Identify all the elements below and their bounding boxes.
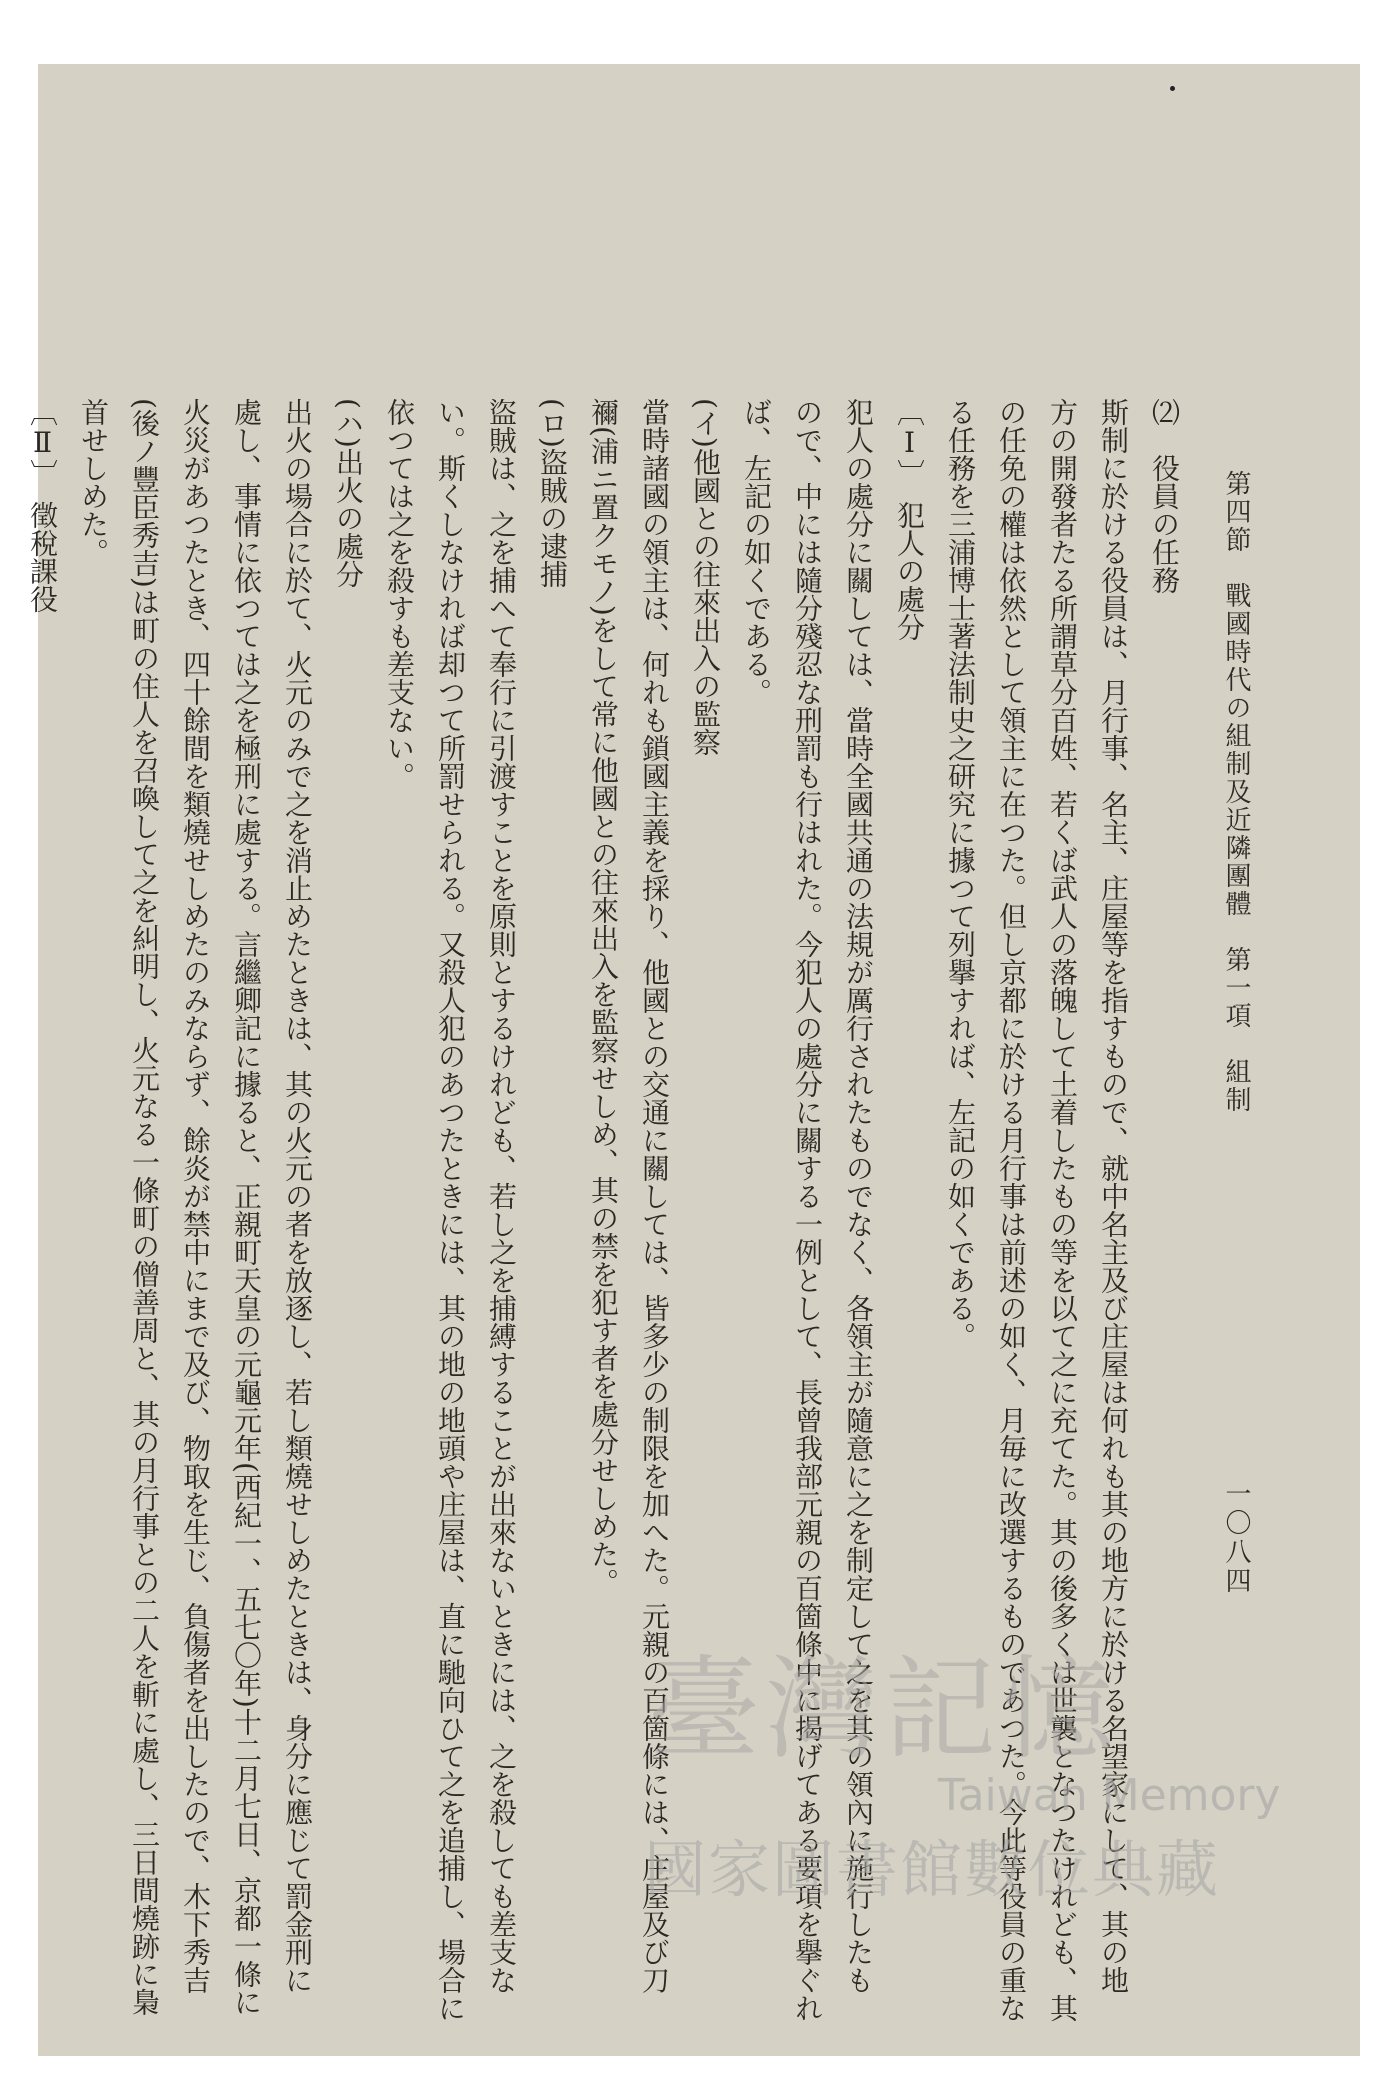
watermark-english: Taiwan Memory [938,1770,1281,1821]
text-column: (ハ)出火の處分 [332,398,365,588]
speck-mark [1170,86,1175,91]
watermark-logo-text: 臺灣記憶 [648,1645,1120,1775]
text-column: 處し、事情に依つては之を極刑に處する。言繼卿記に據ると、正親町天皇の元龜元年(西紀一、五七〇年)十二月七日、京都一條に [230,398,263,2016]
text-column: 〔Ⅰ〕 犯人の處分 [893,398,926,641]
text-column: ので、中には隨分殘忍な刑罰も行はれた。今犯人の處分に關する一例として、長曾我部元親の百箇條中に揭げてある要項を擧ぐれ [791,398,824,2022]
text-column: ⑵ 役員の任務 [1148,398,1181,594]
text-column: 出火の場合に於て、火元のみで之を消止めたときは、其の火元の者を放逐し、若し類燒せしめたときは、身分に應じて罰金刑に [281,398,314,1994]
page-number: 一〇八四 [1221,1480,1251,1596]
text-column: 禰(浦ニ置クモノ)をして常に他國との往來出入を監察せしめ、其の禁を犯す者を處分せしめた。 [587,398,620,1596]
text-column: 火災があつたとき、四十餘間を類燒せしめたのみならず、餘炎が禁中にまで及び、物取を生じ、負傷者を出したので、木下秀吉 [179,398,212,1994]
text-column: (後ノ豐臣秀吉)は町の住人を召喚して之を糾明し、火元なる一條町の僧善周と、其の月行事との二人を斬に處し、三日間燒跡に梟 [128,398,161,2016]
text-column: る任務を三浦博士著法制史之研究に據つて列擧すれば、左記の如くである。 [944,398,977,1350]
text-column: 方の開發者たる所謂草分百姓、若くば武人の落魄して土着したもの等を以て之に充てた。其の後多くは世襲となつたけれども、其 [1046,398,1079,2022]
text-column: 盜賊は、之を捕へて奉行に引渡すことを原則とするけれども、若し之を捕縛することが出來ないときには、之を殺しても差支な [485,398,518,1994]
text-column: 〔Ⅱ〕 徵稅課役 [26,398,59,613]
text-column: 依つては之を殺すも差支ない。 [383,398,416,790]
text-column: (ロ)盜賊の逮捕 [536,398,569,588]
text-column: 犯人の處分に關しては、當時全國共通の法規が厲行されたものでなく、各領主が隨意に之を制定して之を其の領內に施行したも [842,398,875,1994]
text-column: (イ)他國との往來出入の監察 [689,398,722,756]
text-column: ば、左記の如くである。 [740,398,773,706]
running-header: 第四節 戰國時代の組制及近隣團體 第一項 組制 [1221,470,1251,1114]
text-column: い。斯くしなければ却つて所罰せられる。又殺人犯のあつたときには、其の地の地頭や庄屋は、直に馳向ひて之を追捕し、場合に [434,398,467,2022]
text-column: の任免の權は依然として領主に在つた。但し京都に於ける月行事は前述の如く、月毎に改選するものであつた。今此等役員の重な [995,398,1028,2022]
watermark-subtitle: 國家圖書館數位典藏 [644,1833,1221,1906]
text-column: 斯制に於ける役員は、月行事、名主、庄屋等を指すもので、就中名主及び庄屋は何れも其の地方に於ける名望家にして、其の地 [1097,398,1130,1994]
text-column: 當時諸國の領主は、何れも鎖國主義を採り、他國との交通に關しては、皆多少の制限を加へた。元親の百箇條には、庄屋及び刀 [638,398,671,1994]
text-column: 首せしめた。 [77,398,110,566]
